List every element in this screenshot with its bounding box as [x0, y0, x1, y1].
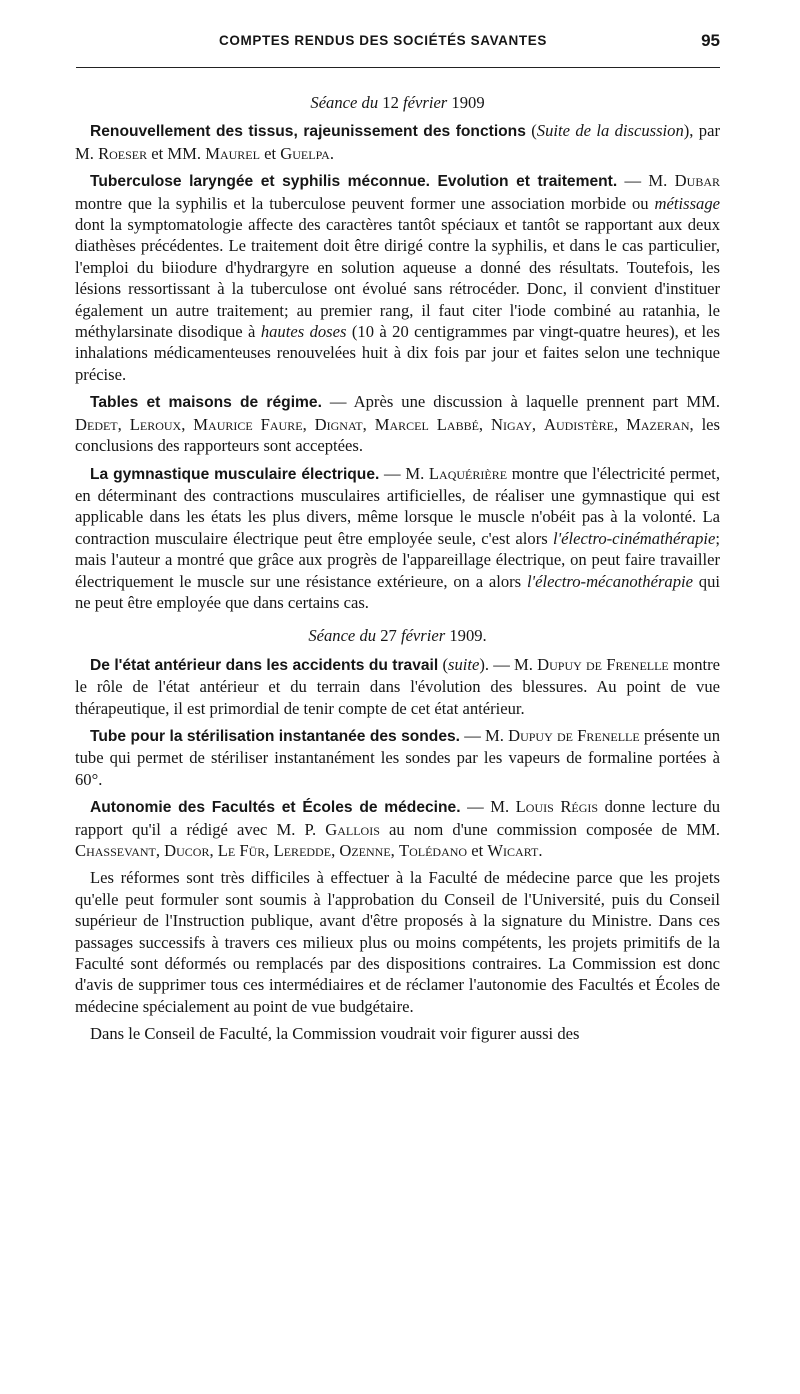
author-name: Dupuy de Frenelle [537, 654, 669, 674]
author-name: Nigay [491, 414, 532, 434]
author-name: Ducor [164, 841, 210, 860]
session-heading: Séance du 12 février 1909 [310, 93, 485, 112]
author-name: Marcel Labbé [374, 414, 479, 434]
article-body [75, 92, 720, 1051]
author-name: Audistère [543, 414, 614, 434]
entry-title: Tuberculose laryngée et syphilis méconnue. Evolution et traitement. [90, 173, 618, 191]
author-name: Ozenne [339, 841, 391, 860]
author-name: Guelpa [280, 143, 330, 163]
entry-title: La gymnastique musculaire électrique. [90, 465, 380, 483]
header-rule [76, 67, 720, 68]
report-entry: De l'état antérieur dans les accidents du travail (suite). — M. Dupuy de Frenelle montre le rôle de l'état antérieur et du terrain dans l'évolution des blessures. Au point de vue thérapeutique, il est primordial de tenir compte de cet état antérieur. [75, 654, 720, 718]
author-name: Mazeran [626, 414, 690, 434]
author-name: Wicart [487, 841, 539, 860]
author-name: Dignat [314, 414, 363, 434]
session-heading: Séance du 27 février 1909. [308, 626, 487, 646]
author-name: Maurice Faure [193, 414, 303, 434]
author-name: Dubar [674, 171, 720, 191]
author-name: Leroux [129, 414, 182, 434]
author-name: Maurel [205, 143, 260, 163]
author-name: Chassevant [75, 841, 156, 860]
entry-title: Tube pour la stérilisation instantanée des sondes. [90, 727, 461, 745]
author-name: Laquérière [428, 463, 508, 483]
entry-title: Tables et maisons de régime. [90, 394, 322, 412]
author-name: Le Für [217, 841, 266, 860]
running-title: COMPTES RENDUS DES SOCIÉTÉS SAVANTES [219, 33, 547, 48]
entry-title: Renouvellement des tissus, rajeunissement des fonctions [90, 123, 526, 141]
body-paragraph: Les réformes sont très difficiles à effectuer à la Faculté de médecine parce que les projets qu'elle peut formuler sont soumis à l'approbation du Conseil de l'Université, puis du Conseil supérieur de l'Instruction publique, avant d'être proposés à la signature du Ministre. Dans ces passages successifs à travers ces milieux plus ou moins compétents, les projets primitifs de la Faculté sont déformés ou remplacés par des dispositions contraires. La Commission est donc d'avis de supprimer tous ces intermédiaires et de réclamer l'autonomie des Facultés et Écoles de médecine spécialement au point de vue budgétaire. [75, 868, 720, 1016]
body-paragraph: Dans le Conseil de Faculté, la Commission voudrait voir figurer aussi des [90, 1024, 580, 1044]
entry-title: Autonomie des Facultés et Écoles de médecine. [90, 799, 461, 817]
author-name: Gallois [325, 819, 380, 839]
author-name: Roeser [98, 143, 148, 163]
report-entry: Autonomie des Facultés et Écoles de médecine. — M. Louis Régis donne lecture du rapport qu'il a rédigé avec M. P. Gallois au nom d'une commission composée de MM. Chassevant, Ducor, Le Für, Leredde, Ozenne, Tolédano et Wicart. [75, 797, 720, 860]
author-name: Leredde [273, 841, 332, 860]
author-name: Dedet [75, 414, 118, 434]
report-entry: Renouvellement des tissus, rajeunissement des fonctions (Suite de la discussion), par M. Roeser et MM. Maurel et Guelpa. [75, 121, 720, 163]
author-name: Louis Régis [515, 797, 599, 817]
report-entry: La gymnastique musculaire électrique. — M. Laquérière montre que l'électricité permet, en déterminant des contractions musculaires artificielles, de réaliser une gymnastique qui est applicable dans les états les plus divers, même lorsque le muscle n'obéit pas à la volonté. La contraction musculaire électrique peut être employée seule, c'est alors l'électro-cinémathérapie; mais l'auteur a montré que grâce aux progrès de l'appareillage électrique, on peut faire travailler électriquement le muscle sur une résistance extérieure, on a alors l'électro-mécanothérapie qui ne peut être employée que dans certains cas. [75, 463, 721, 612]
entry-title: De l'état antérieur dans les accidents du travail [90, 656, 439, 674]
report-entry: Tube pour la stérilisation instantanée des sondes. — M. Dupuy de Frenelle présente un tube qui permet de stériliser instantanément les sondes par les vapeurs de formaline portées à 60°. [75, 725, 720, 789]
report-entry: Tables et maisons de régime. — Après une discussion à laquelle prennent part MM. Dedet, Leroux, Maurice Faure, Dignat, Marcel Labbé, Nigay, Audistère, Mazeran, les conclusions des rapporteurs sont acceptées. [75, 392, 721, 456]
author-name: Dupuy de Frenelle [508, 725, 640, 745]
author-name: Tolédano [398, 841, 468, 860]
page-number: 95 [701, 31, 720, 50]
page-header [76, 33, 720, 53]
report-entry: Tuberculose laryngée et syphilis méconnue. Evolution et traitement. — M. Dubar montre que la syphilis et la tuberculose peuvent former une association morbide ou métissage dont la symptomatologie affecte des caractères tantôt spéciaux et tantôt se rapportant aux deux diathèses précédentes. Le traitement doit être dirigé contre la syphilis, et dans le cas particulier, l'emploi du biiodure d'hydrargyre en solution aqueuse a donné des résultats. Toutefois, les lésions ressortissant à la tuberculose ont évolué sans rétrocéder. Donc, il convient d'instituer également un autre traitement; au premier rang, il faut citer l'iode combiné au ratanhia, le méthylarsinate disodique à hautes doses (10 à 20 centigrammes par vingt-quatre heures), et les inhalations médicamenteuses renouvelées huit à dix fois par jour et faites selon une technique précise. [75, 171, 720, 384]
